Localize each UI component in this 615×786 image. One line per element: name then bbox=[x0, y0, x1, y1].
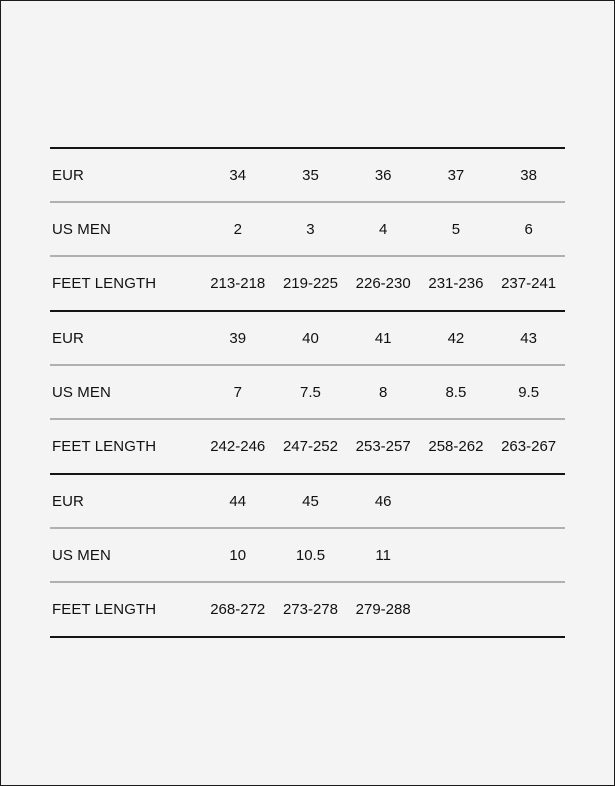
table-cell: 10 bbox=[229, 546, 247, 564]
table-row-us-men bbox=[50, 366, 565, 418]
row-label: EUR bbox=[52, 166, 84, 184]
table-row-eur bbox=[50, 475, 565, 527]
table-cell: 219-225 bbox=[282, 275, 338, 292]
table-cell: 35 bbox=[302, 166, 319, 184]
table-cell: 42 bbox=[447, 329, 465, 347]
table-cell: 38 bbox=[520, 166, 537, 184]
row-label: US MEN bbox=[52, 546, 111, 564]
table-cell: 8 bbox=[379, 383, 388, 401]
table-cell: 237-241 bbox=[501, 275, 557, 292]
table-cell: 258-262 bbox=[428, 438, 484, 455]
table-cell: 3 bbox=[306, 220, 315, 238]
table-cell: 7 bbox=[233, 383, 242, 401]
table-cell: 40 bbox=[302, 329, 319, 347]
table-cell: 11 bbox=[375, 546, 391, 564]
table-cell: 226-230 bbox=[355, 275, 411, 292]
table-cell: 46 bbox=[374, 492, 392, 510]
row-label: FEET LENGTH bbox=[52, 601, 157, 618]
table-cell: 5 bbox=[451, 220, 461, 238]
row-label: US MEN bbox=[52, 383, 111, 401]
table-cell: 6 bbox=[524, 220, 533, 238]
table-row-feet-length bbox=[50, 583, 565, 636]
table-row-eur bbox=[50, 312, 565, 364]
row-label: FEET LENGTH bbox=[52, 438, 157, 455]
table-row-feet-length bbox=[50, 257, 565, 310]
table-cell: 36 bbox=[374, 166, 392, 184]
table-cell: 37 bbox=[447, 166, 465, 184]
row-label: US MEN bbox=[52, 220, 111, 238]
row-label: FEET LENGTH bbox=[52, 275, 157, 292]
table-cell: 34 bbox=[229, 166, 247, 184]
table-cell: 263-267 bbox=[501, 438, 557, 455]
row-label: EUR bbox=[52, 329, 84, 347]
table-cell: 7.5 bbox=[300, 383, 321, 401]
table-cell: 242-246 bbox=[210, 438, 266, 455]
table-cell: 44 bbox=[229, 492, 247, 510]
table-row-us-men bbox=[50, 203, 565, 255]
table-cell: 231-236 bbox=[428, 275, 484, 292]
table-cell: 39 bbox=[229, 329, 247, 347]
table-cell: 45 bbox=[302, 492, 319, 510]
table-row-eur bbox=[50, 149, 565, 201]
table-cell: 8.5 bbox=[445, 383, 467, 401]
table-cell: 268-272 bbox=[210, 601, 266, 618]
table-cell: 247-252 bbox=[282, 438, 338, 455]
table-cell: 43 bbox=[520, 329, 537, 347]
table-cell: 273-278 bbox=[282, 601, 338, 618]
table-cell: 9.5 bbox=[518, 383, 540, 401]
table-cell: 253-257 bbox=[355, 438, 411, 455]
table-cell: 4 bbox=[379, 220, 388, 238]
table-cell: 279-288 bbox=[355, 601, 411, 618]
table-row-us-men bbox=[50, 529, 565, 581]
table-row-feet-length bbox=[50, 420, 565, 473]
table-cell: 10.5 bbox=[295, 546, 326, 564]
table-rule-bottom bbox=[50, 636, 565, 638]
table-cell: 2 bbox=[233, 220, 242, 238]
table-cell: 41 bbox=[374, 329, 392, 347]
table-cell: 213-218 bbox=[210, 275, 266, 292]
row-label: EUR bbox=[52, 492, 84, 510]
size-chart-table bbox=[50, 147, 565, 638]
